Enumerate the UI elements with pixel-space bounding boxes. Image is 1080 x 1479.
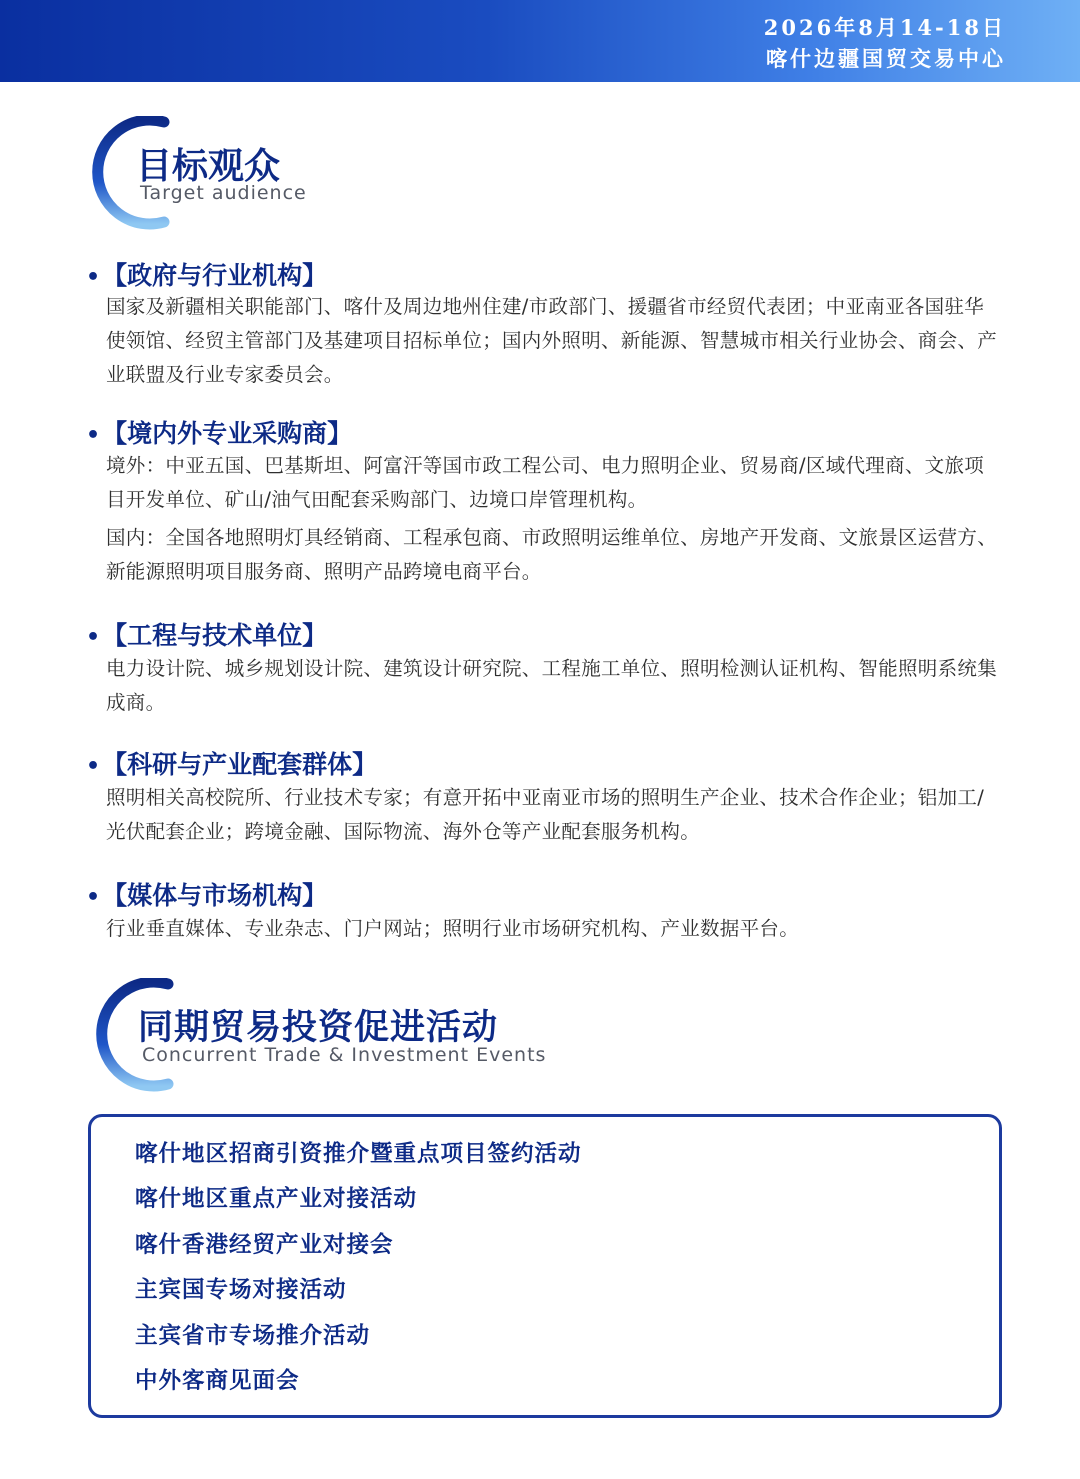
category-title: •【政府与行业机构】 xyxy=(86,261,328,290)
event-item: 主宾省市专场推介活动 xyxy=(135,1323,371,1349)
event-item: 中外客商见面会 xyxy=(135,1368,300,1394)
event-item: 喀什地区重点产业对接活动 xyxy=(135,1186,418,1212)
event-date: 2026年8月14-18日 xyxy=(763,15,1006,40)
category-description: 行业垂直媒体、专业杂志、门户网站；照明行业市场研究机构、产业数据平台。 xyxy=(106,917,800,940)
category-description: 照明相关高校院所、行业技术专家；有意开拓中亚南亚市场的照明生产企业、技术合作企业；铝加工/光伏配套企业；跨境金融、国际物流、海外仓等产业配套服务机构。 xyxy=(106,786,985,843)
category-title: •【媒体与市场机构】 xyxy=(86,881,328,910)
events-section-heading xyxy=(88,978,588,1094)
audience-section-heading xyxy=(84,116,344,232)
category-title: •【境内外专业采购商】 xyxy=(86,419,353,448)
category-title: •【科研与产业配套群体】 xyxy=(86,750,378,779)
event-item: 喀什香港经贸产业对接会 xyxy=(135,1232,394,1258)
category-title: •【工程与技术单位】 xyxy=(86,621,328,650)
header-banner xyxy=(0,0,1080,82)
event-item: 主宾国专场对接活动 xyxy=(135,1277,347,1303)
category-description: 境外：中亚五国、巴基斯坦、阿富汗等国市政工程公司、电力照明企业、贸易商/区域代理商、文旅项目开发单位、矿山/油气田配套采购部门、边境口岸管理机构。 xyxy=(106,454,985,511)
audience-title: 目标观众 xyxy=(136,146,281,187)
category-description: 电力设计院、城乡规划设计院、建筑设计研究院、工程施工单位、照明检测认证机构、智能照明系统集成商。 xyxy=(106,657,998,714)
category-description: 国内：全国各地照明灯具经销商、工程承包商、市政照明运维单位、房地产开发商、文旅景区运营方、新能源照明项目服务商、照明产品跨境电商平台。 xyxy=(106,526,998,583)
events-title: 同期贸易投资促进活动 xyxy=(138,1008,499,1048)
category-description: 国家及新疆相关职能部门、喀什及周边地州住建/市政部门、援疆省市经贸代表团；中亚南亚各国驻华使领馆、经贸主管部门及基建项目招标单位；国内外照明、新能源、智慧城市相关行业协会、商会、产业联盟及行业专家委员会。 xyxy=(106,295,998,386)
audience-subtitle: Target audience xyxy=(140,182,307,204)
event-item: 喀什地区招商引资推介暨重点项目签约活动 xyxy=(135,1141,582,1167)
event-venue: 喀什边疆国贸交易中心 xyxy=(766,46,1006,71)
events-subtitle: Concurrent Trade & Investment Events xyxy=(142,1044,547,1066)
